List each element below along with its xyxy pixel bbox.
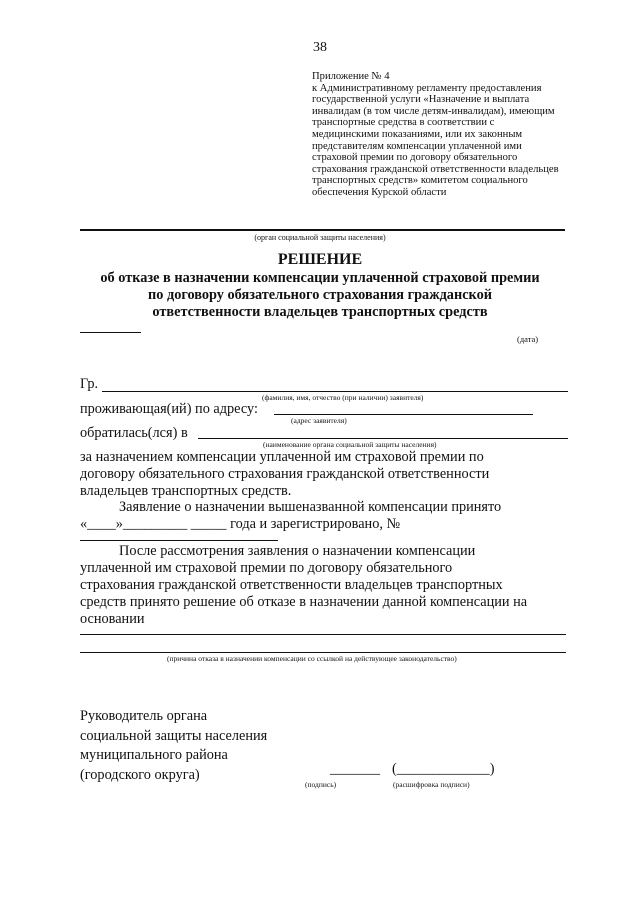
paragraph-line: «____»_________ _____ года и зарегистрировано, № (80, 516, 401, 532)
signature-block (80, 707, 267, 785)
subtitle-line: по договору обязательного страхования гражданской (148, 287, 492, 303)
appendix-line: транспортных средств» комитетом социального (312, 175, 528, 187)
paragraph-line: После рассмотрения заявления о назначении компенсации (119, 543, 476, 559)
address-label: проживающая(ий) по адресу: (80, 401, 258, 417)
appendix-line: Приложение № 4 (312, 71, 390, 82)
appendix-header (312, 71, 577, 199)
signature-line: (городского округа) (80, 766, 200, 783)
appendix-line: инвалидам (в том числе детям-инвалидам), имеющим (312, 105, 555, 117)
reason-line (80, 652, 566, 653)
signature-line: Руководитель органа (80, 708, 208, 724)
signature-decode-blank: (_____________) (392, 761, 495, 777)
paragraph-line: страхования гражданской ответственности владельцев транспортных (80, 577, 503, 593)
decode-caption: (расшифровка подписи) (393, 780, 470, 789)
paragraph-line: Заявление о назначении вышеназванной компенсации принято (119, 499, 502, 515)
paragraph-line: основании (80, 611, 145, 627)
citizen-line (102, 391, 568, 392)
signature-line: социальной защиты населения (80, 727, 268, 744)
appendix-line: государственной услуги «Назначение и выплата (312, 94, 530, 106)
appendix-line: транспортные средства в соответствии с (312, 117, 495, 129)
document-subtitle (0, 270, 640, 321)
appendix-line: страховой премии по договору обязательного (312, 152, 518, 164)
appendix-line: к Административному регламенту предоставления (312, 82, 542, 94)
signature-caption: (подпись) (305, 780, 337, 789)
authority-caption: (орган социальной защиты населения) (254, 233, 386, 242)
paragraph-line: средств принято решение об отказе в назначении данной компенсации на (80, 594, 528, 610)
applied-caption: (наименование органа социальной защиты населения) (263, 440, 437, 449)
reason-line (80, 634, 566, 635)
paragraph-line: владельцев транспортных средств. (80, 483, 292, 499)
signature-line: муниципального района (80, 747, 228, 763)
subtitle-line: об отказе в назначении компенсации уплаченной страховой премии (100, 270, 540, 286)
subtitle-line: ответственности владельцев транспортных средств (152, 304, 488, 320)
paragraph-line: уплаченной им страховой премии по договору обязательного (80, 560, 453, 576)
address-line (274, 414, 533, 415)
registration-number-line (80, 540, 278, 541)
date-line (80, 332, 141, 333)
paragraph-line: договору обязательного страхования гражданской ответственности (80, 466, 490, 482)
appendix-line: представителям компенсации уплаченной ими (312, 140, 522, 152)
page-number: 38 (313, 40, 327, 55)
appendix-line: страхования гражданской ответственности владельцев (312, 163, 559, 175)
reason-caption: (причина отказа в назначении компенсации со ссылкой на действующее законодательство) (167, 654, 457, 663)
appendix-line: медицинскими показаниями, или их законным (312, 128, 523, 140)
authority-line (80, 229, 565, 231)
date-caption: (дата) (517, 334, 539, 344)
document-title: РЕШЕНИЕ (277, 251, 363, 268)
appendix-line: обеспечения Курской области (312, 186, 447, 198)
address-caption: (адрес заявителя) (291, 416, 347, 425)
citizen-caption: (фамилия, имя, отчество (при наличии) заявителя) (262, 393, 424, 402)
paragraph-line: за назначением компенсации уплаченной им страховой премии по (80, 449, 484, 465)
citizen-label: Гр. (80, 376, 99, 392)
applied-line (198, 438, 568, 439)
signature-blank: _______ (330, 761, 381, 777)
applied-label: обратилась(лся) в (80, 425, 188, 441)
